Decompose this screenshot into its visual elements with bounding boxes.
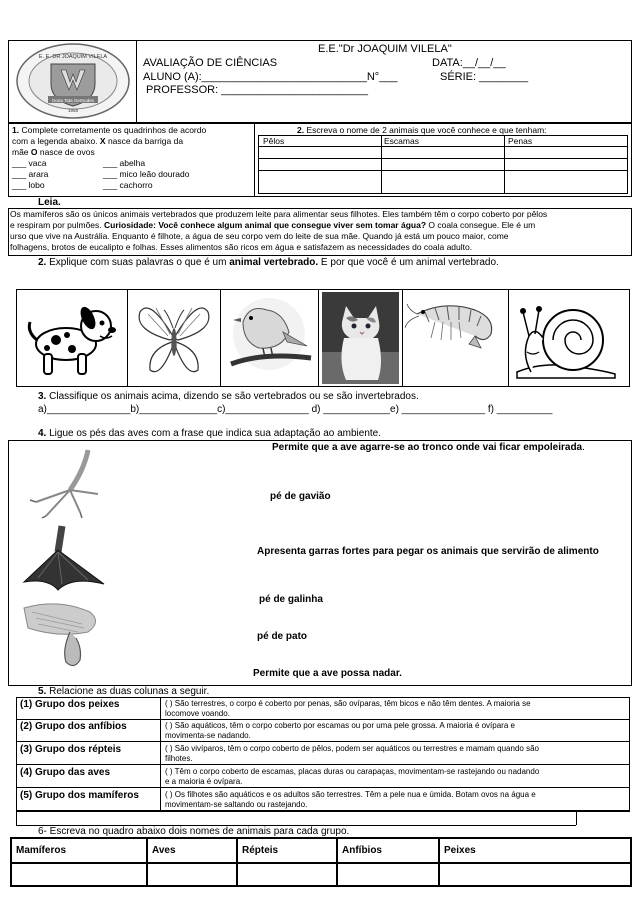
q1-item[interactable]: ___ cachorro bbox=[103, 180, 153, 190]
dog-image bbox=[22, 292, 124, 384]
date-field[interactable]: DATA:__/__/__ bbox=[432, 57, 506, 69]
q3-prompt: 3. Classifique os animais acima, dizendo se são vertebrados ou se são invertebrados. bbox=[38, 391, 419, 402]
snail-image bbox=[511, 292, 627, 384]
q6-col-peixes: Peixes bbox=[444, 845, 476, 856]
shrimp-image bbox=[405, 292, 506, 384]
q5-description[interactable]: ( ) São aquáticos, têm o corpo coberto por escamas ou por uma pele grossa. A maioria é ovípara e movimenta-se nadando. bbox=[165, 721, 515, 740]
reading-line: urso que vive na Austrália. Enquanto é filhote, a água de seu corpo vem do leite de sua mãe. Quando já está um pouco maior, come bbox=[10, 231, 509, 241]
reading-line: e respiram por pulmões. Curiosidade: Você conhece algum animal que consegue viver sem tomar água? O coala consegue. Ele é um bbox=[10, 220, 536, 230]
foot-image bbox=[18, 522, 108, 596]
q2a-col-penas: Penas bbox=[508, 136, 533, 146]
q5-description[interactable]: ( ) Os filhotes são aquáticos e os adultos são terrestres. Têm a pele nua e úmida. Botam ovos na água e movimentam-se saltando ou rastejando. bbox=[165, 790, 536, 809]
q2b-prompt: 2. Explique com suas palavras o que é um animal vertebrado. E por que você é um animal vertebrado. bbox=[38, 257, 499, 268]
q1-item[interactable]: ___ mico leão dourado bbox=[103, 169, 190, 179]
q5-group: (5) Grupo dos mamíferos bbox=[20, 790, 139, 801]
q2a-prompt: 2. Escreva o nome de 2 animais que você conhece e que tenham: bbox=[297, 125, 547, 135]
reading-line: folhagens, brotos de eucalipto e folhas. Esses alimentos são ricos em água e satisfazem as necessidades do coala adulto. bbox=[10, 242, 473, 252]
school-name: E.E."Dr JOAQUIM VILELA" bbox=[318, 43, 452, 55]
q2a-col-pelos: Pêlos bbox=[263, 136, 285, 146]
q5-description[interactable]: ( ) Têm o corpo coberto de escamas, placas duras ou carapaças, movimentam-se rastejando ou nadando e a maioria é ovípara. bbox=[165, 767, 540, 786]
q2a-col-escamas: Escamas bbox=[384, 136, 419, 146]
q6-col-repteis: Répteis bbox=[242, 845, 279, 856]
q3-answers[interactable]: a)_______________b)______________c)_______________ d) ____________e) _______________ f) __________ bbox=[38, 404, 553, 415]
grade-field[interactable]: SÉRIE: ________ bbox=[440, 71, 529, 83]
q1-item[interactable]: ___ abelha bbox=[103, 158, 146, 168]
evaluation-title: AVALIAÇÃO DE CIÊNCIAS bbox=[143, 57, 278, 69]
q4-phrase: Permite que a ave agarre-se ao tronco onde vai ficar empoleirada. bbox=[272, 442, 585, 453]
reading-line: Os mamíferos são os únicos animais vertebrados que produzem leite para alimentar seus filhotes. Eles também têm o corpo coberto por pêlos bbox=[10, 209, 548, 219]
q4-phrase: Permite que a ave possa nadar. bbox=[253, 668, 402, 679]
q4-prompt: 4. Ligue os pés das aves com a frase que indica sua adaptação ao ambiente. bbox=[38, 428, 382, 439]
q4-phrase: pé de gavião bbox=[270, 491, 331, 502]
svg-text:Dona Tata Gertrudes: Dona Tata Gertrudes bbox=[52, 98, 94, 103]
svg-text:1958: 1958 bbox=[67, 108, 79, 113]
q1-item[interactable]: ___ arara bbox=[12, 169, 49, 179]
q5-group: (4) Grupo das aves bbox=[20, 767, 111, 778]
q4-phrase: pé de pato bbox=[257, 631, 308, 642]
cat-image bbox=[322, 292, 399, 384]
q1-line1: 1. Complete corretamente os quadrinhos de acordo bbox=[12, 125, 207, 135]
foot-image bbox=[18, 446, 108, 520]
reading-title: Leia. bbox=[38, 197, 61, 208]
q5-group: (1) Grupo dos peixes bbox=[20, 699, 120, 710]
school-logo bbox=[14, 42, 132, 120]
foot-image bbox=[18, 598, 108, 672]
butterfly-image bbox=[130, 292, 218, 384]
teacher-field[interactable]: PROFESSOR: ________________________ bbox=[146, 84, 369, 96]
q5-group: (3) Grupo dos répteis bbox=[20, 744, 122, 755]
bird-image bbox=[223, 292, 316, 384]
q6-answer-cell[interactable] bbox=[238, 864, 335, 885]
q6-answer-cell[interactable] bbox=[12, 864, 145, 885]
q6-answer-cell[interactable] bbox=[338, 864, 437, 885]
q1-line3: mãe O nasce de ovos bbox=[12, 147, 95, 157]
svg-text:E. E. DR JOAQUIM VILELA: E. E. DR JOAQUIM VILELA bbox=[38, 54, 108, 60]
student-name-field[interactable]: ALUNO (A):___________________________N°___ bbox=[143, 71, 398, 83]
q1-item[interactable]: ___ vaca bbox=[12, 158, 47, 168]
q4-phrase: pé de galinha bbox=[259, 594, 323, 605]
q6-answer-cell[interactable] bbox=[148, 864, 235, 885]
q1-line2: com a legenda abaixo. X nasce da barriga da bbox=[12, 136, 184, 146]
q6-col-anfibios: Anfíbios bbox=[342, 845, 382, 856]
q2a-answer-cell[interactable] bbox=[382, 147, 503, 193]
q5-description[interactable]: ( ) São terrestres, o corpo é coberto por penas, são ovíparas, têm bicos e não têm dentes. A maioria se locomove voando. bbox=[165, 699, 531, 718]
q6-col-aves: Aves bbox=[152, 845, 176, 856]
q5-group: (2) Grupo dos anfíbios bbox=[20, 721, 127, 732]
q5-description[interactable]: ( ) São vivíparos, têm o corpo coberto de pêlos, podem ser aquáticos ou terrestres e mamam quando são filhotes. bbox=[165, 744, 539, 763]
q2a-answer-cell[interactable] bbox=[259, 147, 380, 193]
q6-col-mamiferos: Mamíferos bbox=[16, 845, 67, 856]
q4-phrase: Apresenta garras fortes para pegar os animais que servirão de alimento bbox=[257, 546, 599, 557]
q1-item[interactable]: ___ lobo bbox=[12, 180, 45, 190]
q6-answer-cell[interactable] bbox=[440, 864, 630, 885]
q6-prompt: 6- Escreva no quadro abaixo dois nomes de animais para cada grupo. bbox=[38, 826, 350, 837]
q5-prompt: 5. Relacione as duas colunas a seguir. bbox=[38, 686, 210, 697]
q2a-answer-cell[interactable] bbox=[505, 147, 627, 193]
